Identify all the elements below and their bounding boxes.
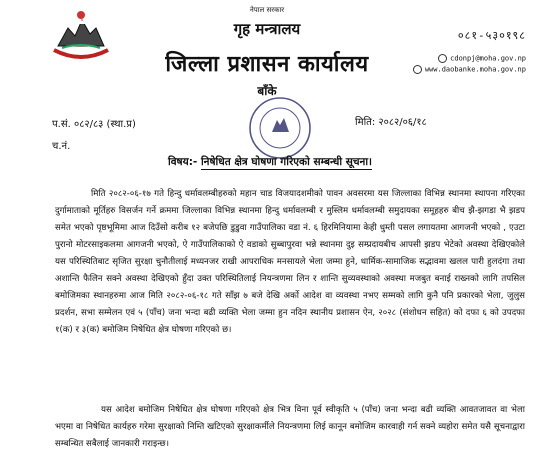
ministry-title: गृह मन्त्रालय	[233, 20, 301, 38]
ref-label: प.सं.	[52, 119, 71, 130]
reference-number	[52, 116, 136, 130]
email-icon	[438, 54, 447, 63]
office-seal-stamp	[244, 92, 316, 164]
subject-line	[168, 155, 372, 169]
date-value: २०८२/०६/१८	[378, 117, 427, 128]
date-label: मिति:	[355, 117, 376, 128]
government-label: नेपाल सरकार	[249, 6, 285, 14]
subject-text: निषेधित क्षेत्र घोषणा गरिएको सम्बन्धी सूचना।	[200, 156, 373, 168]
body-paragraph-1: मिति २०८२-०६-१७ गते हिन्दु धर्मावलम्बीहरुको महान चाड विजयादशमीको पावन अवसरमा यस जिल्लाका विभिन्न स्थानमा स्थापना गरिएका दुर्गामाताको मूर्तिहरु विसर्जन गर्ने क्रममा जिल्लाका विभिन्न स्थानमा हिन्दु धर्मावलम्बी र मुस्लिम धर्मावलम्बी समुदायका समूहहरु बीच झै-झगडा भै झडप समेत भएको पृष्ठभूमिमा आज दिउँसो करीब १२ बजेपछि डुडुवा गाउँपालिका वडा नं. ६ हिरमिनियामा केही धुम्ती पसल लगायतमा आगजनी भएको , एउटा पुरानो मोटरसाइकलमा आगजनी भएको, ऐ गाउँपालिकाको ऐ वडाको सुब्बापुरवा भन्ने स्थानमा दुइ सम्प्रदायबीच आपसी झडप भेटेको अवस्था देखिएकोले यस परिस्थितिबाट सृजित सुरक्षा चुनौतीलाई मध्यनजर राखी आपराधिक मनसायले भेला जम्मा हुने, धार्मिक-सामाजिक सद्भावमा खलल पारी हुलदंगा तथा अशान्ति फैलिन सक्ने अवस्था देखिएको हुँदा उक्त परिस्थितिलाई नियन्त्रणमा लिन र शान्ति सुव्यवस्थाको अवस्था मजबुत बनाई राख्नको लागि तपसिल बमोजिमका स्थानहरुमा आज मिति २०८२-०६-१८ गते साँझ ७ बजे देखि अर्को आदेश वा व्यवस्था नभए सम्मको लागि कुनै पनि प्रकारको भेला, जुलुस प्रदर्शन, सभा सम्मेलन एवं ५ (पाँच) जना भन्दा बढी व्यक्ति भेला जम्मा हुन नदिन स्थानीय प्रशासन ऐन, २०२८ (संशोधन सहित) को दफा ६ को उपदफा १(क) र ३(क) बमोजिम निषेधित क्षेत्र घोषणा गरिएको छ।	[55, 189, 525, 335]
che-label: च.नं.	[52, 141, 71, 152]
globe-icon	[413, 65, 422, 74]
office-title: जिल्ला प्रशासन कार्यालय	[165, 52, 369, 77]
subject-label: विषय:-	[168, 156, 198, 168]
email-contact	[438, 54, 526, 63]
district-name: बाँके	[257, 84, 277, 98]
phone-number: ०८१-५३०१९८	[457, 29, 526, 42]
email-text: cdonpj@moha.gov.np	[450, 54, 526, 63]
ref-value: ०८२/८३ (स्था.प्र)	[74, 119, 136, 130]
dispatch-number	[52, 138, 70, 152]
website-contact	[413, 65, 526, 74]
body-paragraph-2: यस आदेश बमोजिम निषेधित क्षेत्र घोषणा गरिएको क्षेत्र भित्र विना पूर्व स्वीकृति ५ (पाँच) जना भन्दा बढी व्यक्ति आवतजावत वा भेला भएमा वा निषेधित कार्यहरु गरेमा सुरक्षाको निम्ति खटिएको सुरक्षाकर्मीले नियन्त्रणमा लिई कानून बमोजिम कारवाही गर्न सक्ने व्यहोरा समेत यसै सूचनाद्वारा सम्बन्धित सबैलाई जानकारी गराइन्छ।	[55, 405, 525, 449]
document-date	[355, 114, 427, 128]
website-text: www.daobanke.moha.gov.np	[424, 65, 526, 74]
